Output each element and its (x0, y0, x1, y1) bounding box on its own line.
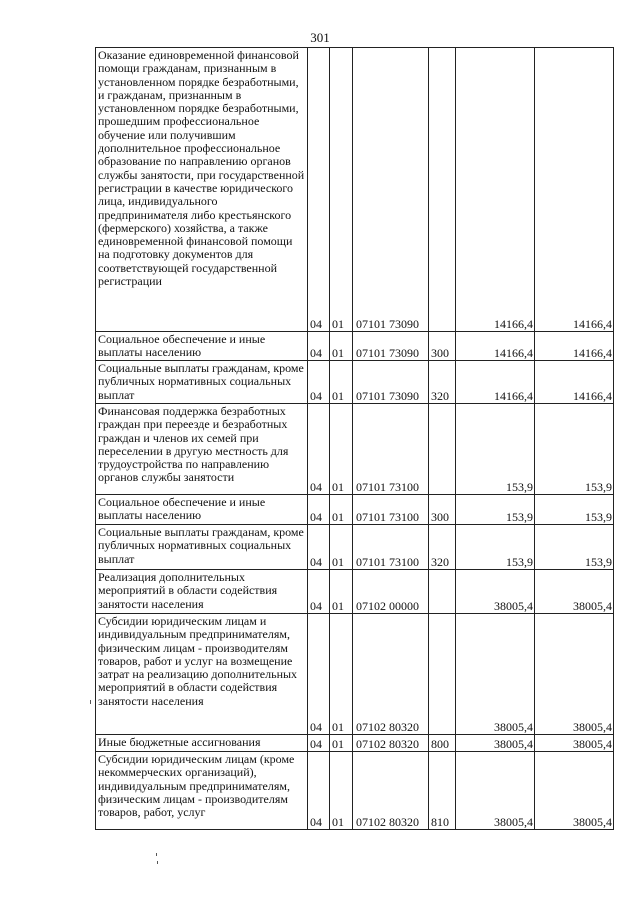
row-section-code: 04 (308, 570, 330, 614)
row-section-code: 04 (308, 525, 330, 570)
row-name: Иные бюджетные ассигнования (96, 735, 308, 752)
row-subsection-code: 01 (330, 361, 353, 404)
row-subsection-code: 01 (330, 570, 353, 614)
row-section-code: 04 (308, 495, 330, 525)
scan-mark (90, 700, 91, 704)
scan-mark (157, 861, 158, 864)
row-section-code: 04 (308, 752, 330, 830)
row-amount-1: 153,9 (456, 404, 535, 495)
row-name: Социальные выплаты гражданам, кроме публичных нормативных социальных выплат (96, 525, 308, 570)
row-target-code: 07101 73090 (353, 48, 429, 332)
table-row (96, 495, 614, 525)
row-amount-1: 38005,4 (456, 570, 535, 614)
row-expense-type: 300 (429, 332, 456, 361)
row-subsection-code: 01 (330, 752, 353, 830)
row-expense-type: 800 (429, 735, 456, 752)
row-section-code: 04 (308, 735, 330, 752)
row-target-code: 07101 73100 (353, 495, 429, 525)
row-subsection-code: 01 (330, 404, 353, 495)
row-amount-1: 38005,4 (456, 614, 535, 735)
row-amount-2: 14166,4 (535, 332, 614, 361)
row-amount-2: 14166,4 (535, 361, 614, 404)
row-expense-type (429, 614, 456, 735)
row-target-code: 07102 80320 (353, 735, 429, 752)
table-row (96, 404, 614, 495)
budget-table (95, 47, 614, 830)
row-section-code: 04 (308, 332, 330, 361)
row-expense-type: 320 (429, 361, 456, 404)
row-subsection-code: 01 (330, 735, 353, 752)
row-name: Финансовая поддержка безработных граждан при переезде и безработных граждан и членов их семей при переселении в другую местность для трудоустройства по направлению органов службы занятости (96, 404, 308, 495)
row-name: Социальные выплаты гражданам, кроме публичных нормативных социальных выплат (96, 361, 308, 404)
row-target-code: 07101 73100 (353, 525, 429, 570)
row-amount-1: 38005,4 (456, 735, 535, 752)
table-row (96, 735, 614, 752)
table-row (96, 525, 614, 570)
page-number: 301 (310, 30, 330, 45)
row-expense-type (429, 48, 456, 332)
row-expense-type (429, 570, 456, 614)
table-row (96, 570, 614, 614)
row-subsection-code: 01 (330, 614, 353, 735)
row-amount-1: 14166,4 (456, 332, 535, 361)
row-subsection-code: 01 (330, 332, 353, 361)
row-amount-2: 153,9 (535, 404, 614, 495)
row-name: Субсидии юридическим лицам (кроме некоммерческих организаций), индивидуальным предпринимателям, физическим лицам - производителям товаров, работ, услуг (96, 752, 308, 830)
row-amount-2: 153,9 (535, 495, 614, 525)
row-amount-2: 38005,4 (535, 614, 614, 735)
row-target-code: 07102 80320 (353, 614, 429, 735)
row-section-code: 04 (308, 361, 330, 404)
row-section-code: 04 (308, 48, 330, 332)
row-name: Оказание единовременной финансовой помощи гражданам, признанным в установленном порядке безработными, и гражданам, признанным в установленном порядке безработными, прошедшим профессиональное обучение или получившим дополнительное профессиональное образование по направлению органов службы занятости, при государственной регистрации в качестве юридического лица, индивидуального предпринимателя либо крестьянского (фермерского) хозяйства, а также единовременной финансовой помощи на подготовку документов для соответствующей государственной регистрации (96, 48, 308, 332)
row-subsection-code: 01 (330, 48, 353, 332)
row-name: Реализация дополнительных мероприятий в области содействия занятости населения (96, 570, 308, 614)
row-amount-2: 38005,4 (535, 752, 614, 830)
row-amount-2: 14166,4 (535, 48, 614, 332)
row-amount-2: 38005,4 (535, 570, 614, 614)
scan-mark (156, 853, 157, 856)
row-expense-type: 810 (429, 752, 456, 830)
row-name: Субсидии юридическим лицам и индивидуальным предпринимателям, физическим лицам - производителям товаров, работ и услуг на возмещение затрат на реализацию дополнительных мероприятий в области содействия занятости населения (96, 614, 308, 735)
row-target-code: 07101 73090 (353, 361, 429, 404)
row-subsection-code: 01 (330, 495, 353, 525)
row-section-code: 04 (308, 404, 330, 495)
row-amount-1: 153,9 (456, 525, 535, 570)
row-section-code: 04 (308, 614, 330, 735)
row-name: Социальное обеспечение и иные выплаты населению (96, 332, 308, 361)
row-target-code: 07102 00000 (353, 570, 429, 614)
table-row (96, 332, 614, 361)
row-name: Социальное обеспечение и иные выплаты населению (96, 495, 308, 525)
row-target-code: 07101 73090 (353, 332, 429, 361)
row-amount-2: 38005,4 (535, 735, 614, 752)
row-expense-type: 320 (429, 525, 456, 570)
row-target-code: 07102 80320 (353, 752, 429, 830)
table-row (96, 614, 614, 735)
table-row (96, 752, 614, 830)
row-expense-type: 300 (429, 495, 456, 525)
row-subsection-code: 01 (330, 525, 353, 570)
row-target-code: 07101 73100 (353, 404, 429, 495)
row-amount-1: 14166,4 (456, 48, 535, 332)
row-amount-2: 153,9 (535, 525, 614, 570)
row-expense-type (429, 404, 456, 495)
row-amount-1: 153,9 (456, 495, 535, 525)
row-amount-1: 14166,4 (456, 361, 535, 404)
table-row (96, 48, 614, 332)
table-row (96, 361, 614, 404)
row-amount-1: 38005,4 (456, 752, 535, 830)
